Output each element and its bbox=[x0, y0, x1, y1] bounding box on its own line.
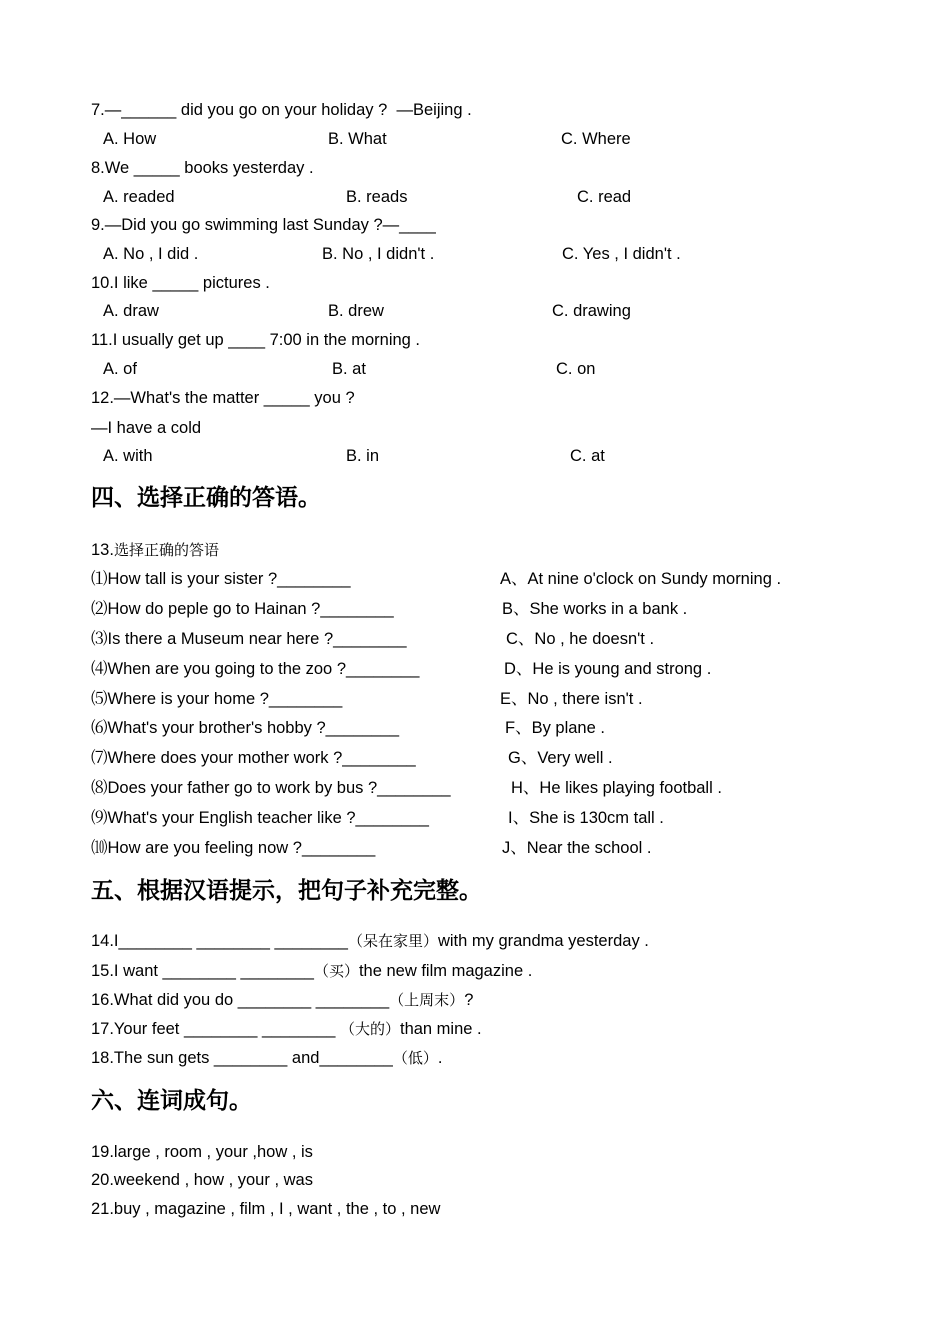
question-text: 12.—What's the matter _____ you ? bbox=[91, 389, 355, 407]
option-b: B. What bbox=[328, 130, 387, 148]
option-a: A. readed bbox=[103, 188, 175, 206]
fill-in-prefix: 17.Your feet ________ ________ bbox=[91, 1020, 340, 1038]
question-text: 7.—______ did you go on your holiday ? —Beijing . bbox=[91, 101, 472, 119]
matching-answer: I、She is 130cm tall . bbox=[508, 809, 664, 827]
matching-question: ⑵How do peple go to Hainan ?________ bbox=[91, 600, 394, 618]
fill-in-prefix: 15.I want ________ ________ bbox=[91, 962, 314, 980]
matching-question: ⑽How are you feeling now ?________ bbox=[91, 839, 376, 857]
question-answer-line: —I have a cold bbox=[91, 419, 202, 437]
fill-in-suffix: ? bbox=[464, 991, 474, 1009]
option-c: C. Yes , I didn't . bbox=[562, 245, 681, 263]
fill-in-suffix: with my grandma yesterday . bbox=[437, 932, 649, 950]
question-text: 11.I usually get up ____ 7:00 in the morning . bbox=[91, 331, 421, 349]
option-b: B. drew bbox=[328, 302, 384, 320]
fill-in-prefix: 16.What did you do ________ ________ bbox=[91, 991, 390, 1009]
fill-in-suffix: than mine . bbox=[399, 1020, 482, 1038]
matching-question: ⑼What's your English teacher like ?________ bbox=[91, 809, 429, 827]
chinese-hint: （呆在家里） bbox=[347, 932, 438, 950]
matching-question: ⑹What's your brother's hobby ?________ bbox=[91, 719, 400, 737]
matching-answer: D、He is young and strong . bbox=[504, 660, 712, 678]
matching-question: ⑶Is there a Museum near here ?________ bbox=[91, 630, 407, 648]
matching-answer: G、Very well . bbox=[508, 749, 613, 767]
option-b: B. at bbox=[332, 360, 366, 378]
option-c: C. Where bbox=[561, 130, 631, 148]
option-b: B. No , I didn't . bbox=[322, 245, 435, 263]
chinese-hint: （低） bbox=[392, 1049, 438, 1067]
option-a: A. with bbox=[103, 447, 153, 465]
option-b: B. in bbox=[346, 447, 380, 465]
section-5-heading: 五、根据汉语提示，把句子补充完整。 bbox=[91, 878, 482, 904]
word-order-item: 19.large , room , your ,how , is bbox=[91, 1143, 313, 1161]
option-a: A. How bbox=[103, 130, 157, 148]
matching-answer: C、No , he doesn't . bbox=[506, 630, 655, 648]
matching-question: ⑸Where is your home ?________ bbox=[91, 690, 343, 708]
word-order-item: 21.buy , magazine , film , I , want , the , to , new bbox=[91, 1200, 441, 1218]
section-6-heading: 六、连词成句。 bbox=[91, 1088, 252, 1114]
matching-answer: B、She works in a bank . bbox=[502, 600, 688, 618]
chinese-hint: （大的） bbox=[339, 1020, 400, 1038]
option-c: C. read bbox=[577, 188, 632, 206]
question-text: 8.We _____ books yesterday . bbox=[91, 159, 314, 177]
q13-instruction: 选择正确的答语 bbox=[113, 541, 219, 559]
q13-title bbox=[91, 540, 219, 560]
fill-in-item bbox=[91, 961, 532, 981]
chinese-hint: （买） bbox=[313, 962, 359, 980]
matching-question: ⑷When are you going to the zoo ?________ bbox=[91, 660, 420, 678]
matching-answer: A、At nine o'clock on Sundy morning . bbox=[500, 570, 782, 588]
fill-in-prefix: 18.The sun gets ________ and________ bbox=[91, 1049, 393, 1067]
matching-answer: H、He likes playing football . bbox=[511, 779, 722, 797]
option-c: C. at bbox=[570, 447, 605, 465]
option-a: A. of bbox=[103, 360, 137, 378]
fill-in-suffix: the new film magazine . bbox=[358, 962, 533, 980]
matching-question: ⑻Does your father go to work by bus ?________ bbox=[91, 779, 451, 797]
chinese-hint: （上周末） bbox=[389, 991, 465, 1009]
fill-in-prefix: 14.I________ ________ ________ bbox=[91, 932, 348, 950]
fill-in-item bbox=[91, 1019, 482, 1039]
q13-number: 13. bbox=[91, 541, 114, 559]
option-c: C. drawing bbox=[552, 302, 631, 320]
option-a: A. draw bbox=[103, 302, 159, 320]
option-c: C. on bbox=[556, 360, 596, 378]
word-order-item: 20.weekend , how , your , was bbox=[91, 1171, 313, 1189]
fill-in-item bbox=[91, 1048, 442, 1068]
matching-answer: F、By plane . bbox=[505, 719, 605, 737]
option-b: B. reads bbox=[346, 188, 408, 206]
fill-in-item bbox=[91, 990, 473, 1010]
matching-answer: E、No , there isn't . bbox=[500, 690, 643, 708]
option-a: A. No , I did . bbox=[103, 245, 199, 263]
matching-question: ⑺Where does your mother work ?________ bbox=[91, 749, 416, 767]
section-4-heading: 四、选择正确的答语。 bbox=[91, 485, 321, 511]
fill-in-suffix: . bbox=[437, 1049, 443, 1067]
question-text: 9.—Did you go swimming last Sunday ?—____ bbox=[91, 216, 436, 234]
fill-in-item bbox=[91, 931, 649, 951]
matching-answer: J、Near the school . bbox=[502, 839, 652, 857]
matching-question: ⑴How tall is your sister ?________ bbox=[91, 570, 351, 588]
question-text: 10.I like _____ pictures . bbox=[91, 274, 270, 292]
